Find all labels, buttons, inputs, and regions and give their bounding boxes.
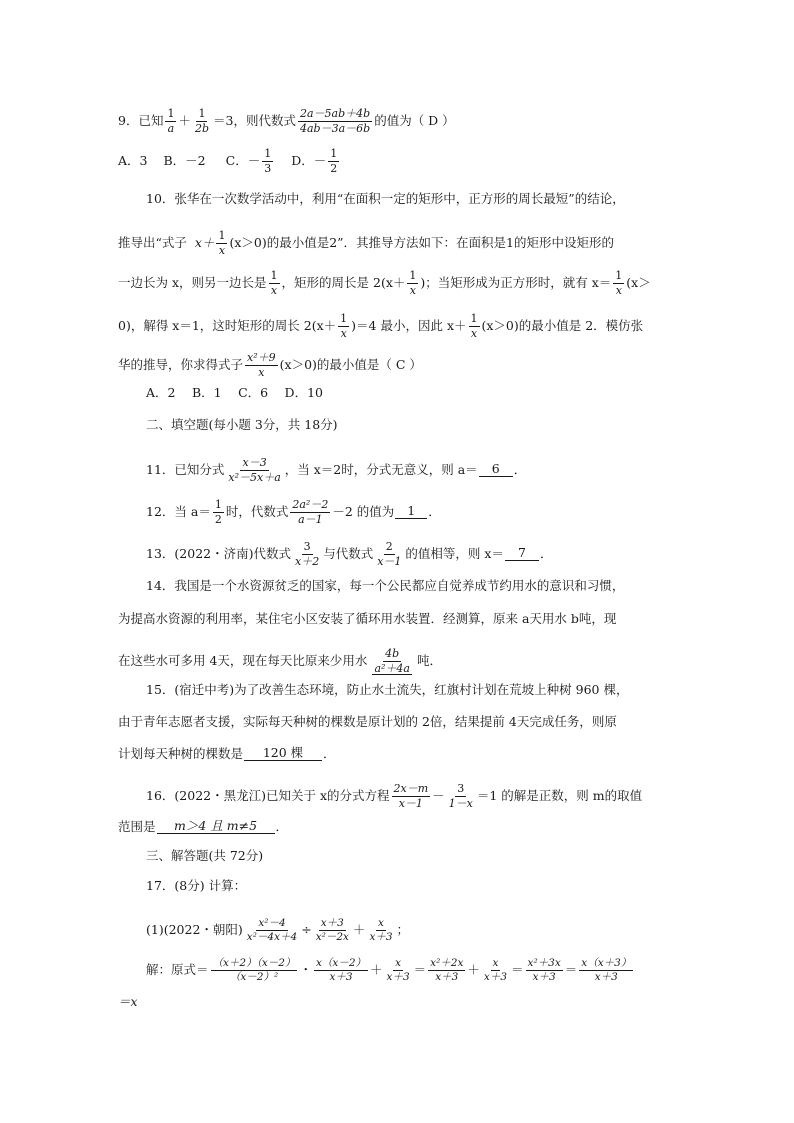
q17-semicolon: ； (396, 922, 410, 938)
q10-options-text: A．2 B．1 C．6 D．10 (146, 385, 323, 400)
q17-eq-2: ＝ (511, 962, 524, 978)
q16-text-1a: 16．(2022・黑龙江)已知关于 x的分式方程 (146, 787, 390, 803)
q17-p1-fraction-2: $\frac{x+3}{\text{x²－2x}}$ (315, 917, 349, 944)
q12-fraction-2: 2a²－2 a－1 (292, 498, 329, 526)
q12-text-c: －2 的值为 (332, 503, 395, 519)
q17-p1-fraction-3: x x＋3 (369, 917, 393, 944)
q9-fraction-3: 2a－5ab＋4b 4ab－3a－6b (299, 107, 371, 135)
q10-text-4c: (x＞0)的最小值是 2．模仿张 (481, 317, 644, 333)
q14-text-3b: 吨． (416, 653, 442, 669)
q17-part-1 (146, 918, 409, 943)
q10-line-4 (118, 313, 643, 339)
q17-solution (146, 958, 635, 983)
q14-line-1 (146, 580, 624, 593)
q10-text-4b: )＝4 最小，因此 x＋ (351, 317, 467, 333)
q13-answer: 7 (505, 547, 539, 561)
q15-text-3a: 计划每天种树的棵数是 (118, 745, 244, 761)
q11-text-a: 11．已知分式 (146, 461, 225, 477)
q14-text-2: 为提高水资源的利用率，某住宅小区安装了循环用水装置．经测算，原来 a天用水 b吨，现 (118, 611, 617, 626)
q9-option-a: A．3 (118, 152, 148, 168)
q17-eq-3: ＝ (564, 962, 578, 978)
q12-text-a: 12．当 a＝ (146, 503, 211, 519)
q10-text-5a: 华的推导，你求得式子 (118, 356, 244, 372)
q12-text-d: ． (428, 503, 441, 519)
q14-text-3a: 在这些水可多用 4天，现在每天比原来少用水 (118, 653, 368, 669)
q17-divide: ÷ (301, 922, 312, 938)
q17-sol-plus-2: ＋ (467, 962, 480, 978)
q13-fraction-1: 3 x＋2 (294, 540, 320, 568)
q15-line-2 (118, 716, 617, 729)
q17-eq-1: ＝ (413, 962, 427, 978)
q10-text-3c: )；当矩形成为正方形时，就有 x＝ (420, 274, 612, 290)
q17-p1-fraction-1: $\frac{\text{x²－4}}{\text{x²－4x＋4}}$ (246, 917, 298, 944)
q10-line-1 (146, 193, 625, 206)
section-2-heading (146, 419, 338, 432)
question-11 (146, 457, 526, 483)
q10-fraction-4b: 1 x (470, 312, 478, 340)
q13-text-c: 的值相等，则 x＝ (405, 545, 504, 561)
q15-text-3b: ． (323, 745, 336, 761)
q15-answer: 120 棵 (244, 747, 322, 761)
q16-answer: m＞4 且 m≠5 (157, 820, 275, 834)
q10-fraction-2: 1 x (218, 229, 226, 257)
q17-sol-fraction-6: x²＋3x x＋3 (527, 957, 561, 984)
q14-line-2 (118, 613, 616, 626)
q10-options (146, 387, 323, 400)
q14-answer-fraction: $\frac{4b}{\text{a²＋4a}}$ (374, 647, 410, 675)
q17-solution-label: 解：原式＝ (146, 962, 209, 978)
q10-fraction-3c: 1 x (615, 269, 623, 297)
q13-text-d: ． (539, 545, 553, 561)
q11-text-b: ，当 x＝2时，分式无意义，则 a＝ (284, 461, 478, 477)
q17-title: 17．(8分) 计算： (146, 878, 247, 893)
section-2-title: 二、填空题(每小题 3分，共 18分) (146, 417, 338, 432)
q10-text-3b: ，矩形的周长是 2(x＋ (281, 274, 406, 290)
section-3-heading (146, 850, 263, 863)
q13-fraction-2: 2 x－1 (377, 540, 402, 568)
q17-sol-fraction-5: x x＋3 (483, 957, 508, 984)
q17-dot: ・ (299, 962, 312, 978)
q11-text-c: ． (513, 461, 527, 477)
question-9 (118, 108, 455, 134)
question-12 (146, 499, 441, 525)
q17-sol-fraction-1: （x＋2）（x－2） （x－2）² (212, 957, 296, 984)
q10-text-2a: 推导出“式子 (118, 234, 187, 250)
q9-option-c-fraction: 1 3 (264, 147, 272, 175)
q13-text-b: 与代数式 (323, 545, 374, 561)
q13-text-a: 13．(2022・济南)代数式 (146, 545, 291, 561)
q10-text-2c: (x＞0)的最小值是2”．其推导方法如下：在面积是1的矩形中设矩形的 (229, 234, 615, 250)
q16-text-2a: 范围是 (118, 818, 156, 834)
q14-text-1: 14．我国是一个水资源贫乏的国家，每一个公民都应自觉养成节约用水的意识和习惯， (146, 578, 625, 593)
q17-sol-fraction-2: x（x－2） x＋3 (316, 957, 367, 984)
q11-fraction: x－3 x²－5x＋a (228, 456, 281, 484)
q16-text-2b: ． (275, 818, 289, 834)
q14-line-3 (118, 648, 442, 675)
q9-option-d: D．－ (291, 152, 327, 168)
q14-answer (368, 648, 416, 675)
question-13 (146, 541, 552, 567)
q17-sol-plus-1: ＋ (370, 962, 383, 978)
q9-stem-c: 的值为（ D ） (374, 112, 455, 128)
q17-plus: ＋ (352, 922, 366, 938)
q10-fraction-4a: 1 x (340, 312, 348, 340)
q16-fraction-2: 3 1－x (448, 782, 473, 810)
q16-fraction-1: 2x－m x－1 (393, 782, 429, 810)
q10-line-3 (118, 270, 651, 296)
q10-fraction-5: x²＋9 x (247, 351, 276, 379)
q15-text-2: 由于青年志愿者支援，实际每天种树的棵数是原计划的 2倍，结果提前 4天完成任务，则原 (118, 714, 617, 729)
q15-line-3 (118, 747, 336, 761)
q10-fraction-3b: 1 x (409, 269, 417, 297)
q9-plus: ＋ (178, 112, 191, 128)
q9-options (118, 148, 341, 174)
q15-line-1 (146, 684, 628, 697)
q17-heading (146, 880, 246, 893)
q9-stem-b: ＝3，则代数式 (213, 112, 296, 128)
q10-text-2b: x＋ (194, 234, 215, 250)
q10-text-4a: 0)，解得 x＝1，这时矩形的周长 2(x＋ (118, 317, 337, 333)
q16-text-1b: ＝1 的解是正数，则 m的取值 (476, 787, 643, 803)
q10-text-3d: (x＞ (626, 274, 651, 290)
q11-answer: 6 (479, 463, 513, 477)
q17-sol-fraction-3: x x＋3 (386, 957, 410, 984)
q9-option-d-fraction: 1 2 (330, 147, 338, 175)
q10-text-5b: (x＞0)的最小值是（ C ） (279, 356, 422, 372)
q17-part-1-label: (1)(2022・朝阳) (146, 922, 243, 938)
q9-option-b: B．－2 (163, 152, 206, 168)
q16-line-2 (118, 820, 288, 834)
q9-fraction-2: 1 2b (194, 107, 210, 135)
section-3-title: 三、解答题(共 72分) (146, 848, 264, 863)
q10-line-2 (118, 230, 614, 256)
q12-text-b: 时，代数式 (225, 503, 289, 519)
q9-fraction-1: 1 a (167, 107, 175, 135)
q12-answer: 1 (395, 505, 427, 519)
q16-line-1 (146, 783, 642, 809)
q10-text-1: 10．张华在一次数学活动中，利用“在面积一定的矩形中，正方形的周长最短”的结论， (146, 191, 625, 206)
q17-sol-fraction-4: x²＋2x x＋3 (430, 957, 464, 984)
q17-final (118, 996, 138, 1009)
q10-text-3a: 一边长为 x，则另一边长是 (118, 274, 267, 290)
q12-fraction-1: 1 2 (214, 498, 222, 526)
q9-option-c: C．－ (225, 152, 261, 168)
q9-stem-a: 9．已知 (118, 112, 164, 128)
q10-line-5 (118, 352, 422, 378)
q16-minus: － (432, 787, 445, 803)
q10-fraction-3a: 1 x (270, 269, 278, 297)
q17-sol-fraction-7: x（x＋3） x＋3 (581, 957, 632, 984)
q15-text-1: 15．(宿迁中考)为了改善生态环境，防止水土流失，红旗村计划在荒坡上种树 960 棵， (146, 682, 629, 697)
q17-final-result: ＝x (118, 994, 138, 1009)
